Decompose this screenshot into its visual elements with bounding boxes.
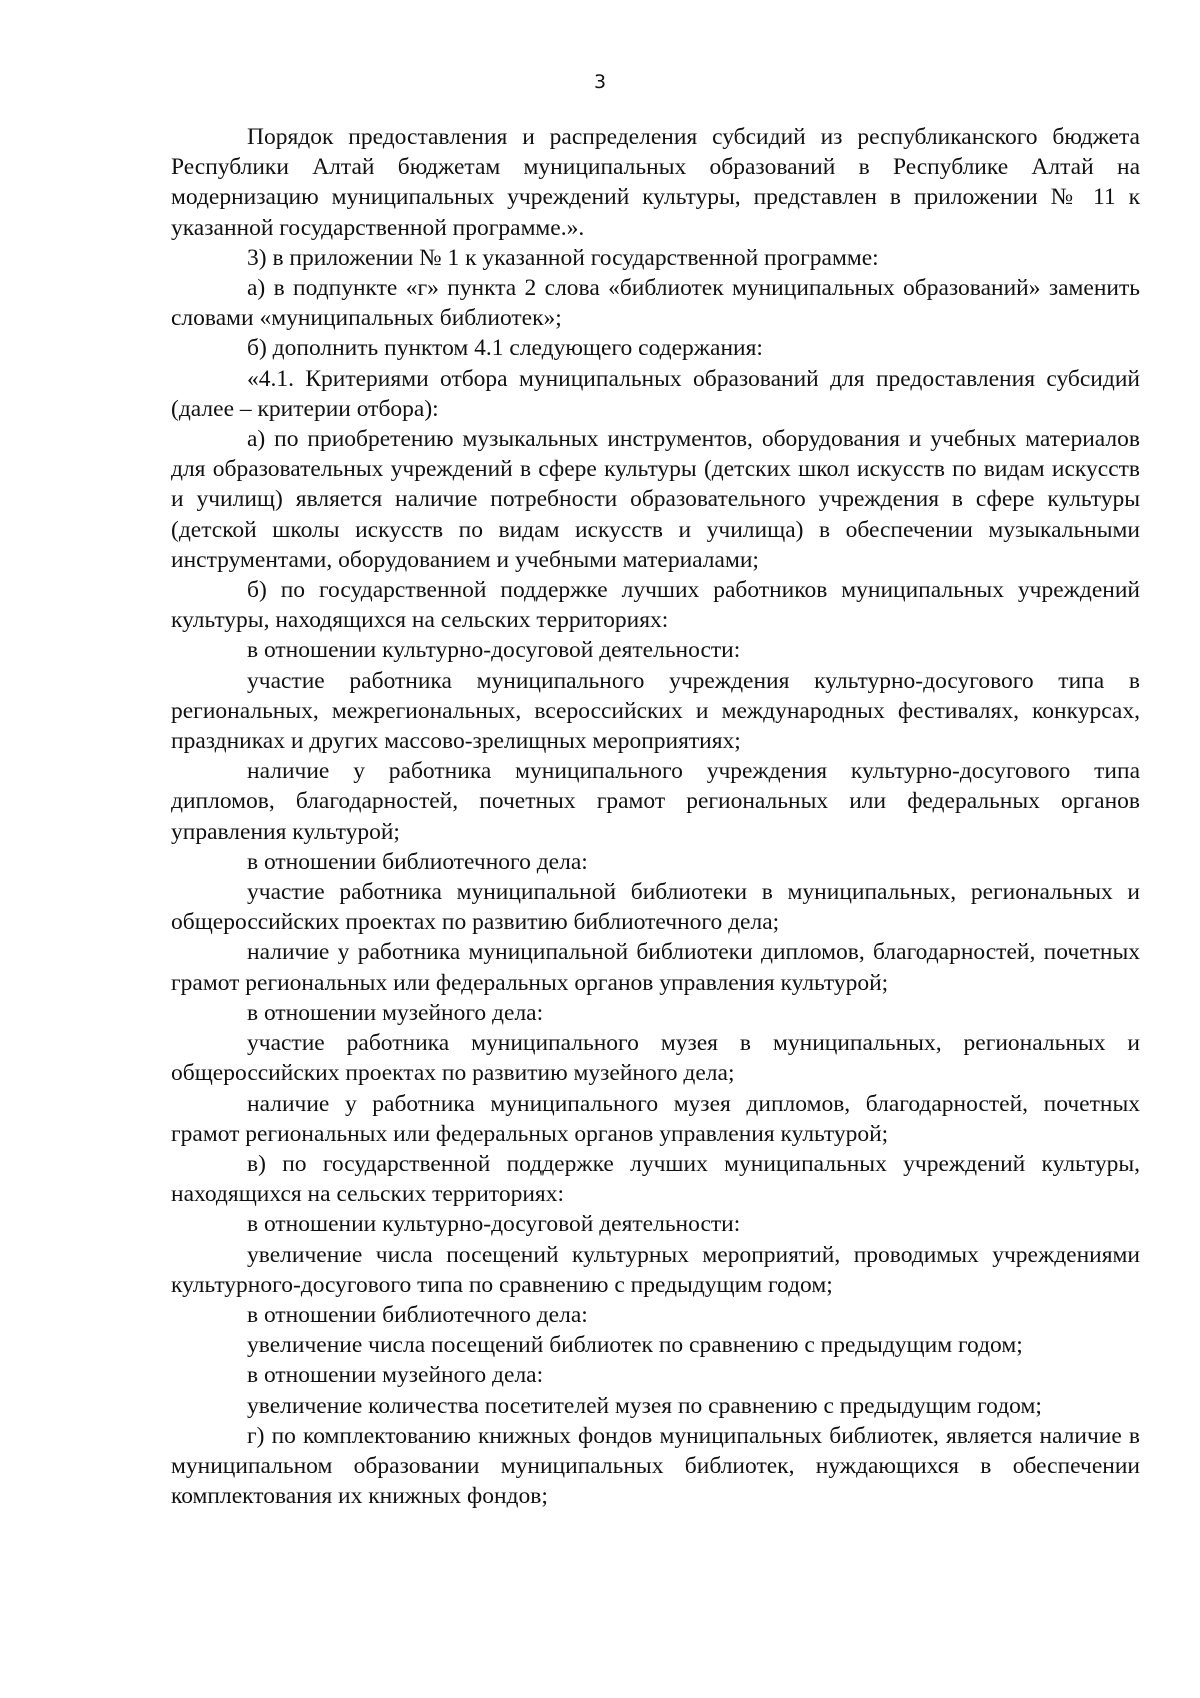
paragraph-museum-participation: участие работника муниципального музея в муниципальных, региональных и общероссийских проектах по развитию музейного дела; — [171, 1030, 1140, 1087]
paragraph-criteria-v: в) по государственной поддержке лучших муниципальных учреждений культуры, находящихся на сельских территориях: — [171, 1150, 1140, 1208]
paragraph-criteria-g: г) по комплектованию книжных фондов муниципальных библиотек, является наличие в муниципальном образовании муниципальных библиотек, нуждающихся в обеспечении комплектования их книжных фондов; — [171, 1422, 1140, 1510]
paragraph-cultural-participation: участие работника муниципального учреждения культурно-досугового типа в региональных, межрегиональных, всероссийских и международных фестивалях, конкурсах, праздниках и других массово-зрелищных мероприятиях; — [171, 667, 1140, 755]
paragraph-v-cultural-heading: в отношении культурно-досуговой деятельности: — [247, 1211, 741, 1238]
page-number: 3 — [593, 71, 607, 93]
paragraph-library-participation: участие работника муниципальной библиотеки в муниципальных, региональных и общероссийских проектах по развитию библиотечного дела; — [171, 879, 1140, 936]
paragraph-v-library-heading: в отношении библиотечного дела: — [247, 1301, 588, 1328]
paragraph-cultural-leisure-heading: в отношении культурно-досуговой деятельности: — [247, 637, 741, 664]
paragraph-library-awards: наличие у работника муниципальной библиотеки дипломов, благодарностей, почетных грамот региональных или федеральных органов управления культурой; — [171, 939, 1140, 996]
paragraph-item-b: б) дополнить пунктом 4.1 следующего содержания: — [247, 335, 763, 362]
paragraph-subsidy-procedure: Порядок предоставления и распределения субсидий из республиканского бюджета Республики Алтай бюджетам муниципальных образований в Республике Алтай на модернизацию муниципальных учреждений культуры, представлен в приложении № 11 к указанной государственной программе.». — [171, 124, 1140, 241]
paragraph-museum-heading: в отношении музейного дела: — [247, 999, 544, 1026]
paragraph-criteria-intro: «4.1. Критериями отбора муниципальных образований для предоставления субсидий (далее – критерии отбора): — [171, 365, 1140, 422]
paragraph-library-heading: в отношении библиотечного дела: — [247, 848, 588, 875]
paragraph-v-museum-visitors: увеличение количества посетителей музея по сравнению с предыдущим годом; — [247, 1392, 1042, 1419]
paragraph-appendix-1: 3) в приложении № 1 к указанной государственной программе: — [247, 244, 879, 271]
document-body — [171, 122, 1140, 1511]
paragraph-v-library-visits: увеличение числа посещений библиотек по сравнению с предыдущим годом; — [247, 1332, 1023, 1359]
paragraph-v-museum-heading: в отношении музейного дела: — [247, 1362, 544, 1389]
paragraph-item-a: а) в подпункте «г» пункта 2 слова «библиотек муниципальных образований» заменить словами «муниципальных библиотек»; — [171, 275, 1140, 332]
paragraph-museum-awards: наличие у работника муниципального музея дипломов, благодарностей, почетных грамот региональных или федеральных органов управления культурой; — [171, 1090, 1140, 1147]
paragraph-criteria-a: а) по приобретению музыкальных инструментов, оборудования и учебных материалов для образовательных учреждений в сфере культуры (детских школ искусств по видам искусств и училищ) является наличие потребности образовательного учреждения в сфере культуры (детской школы искусств по видам искусств и училища) в обеспечении музыкальными инструментами, оборудованием и учебными материалами; — [171, 426, 1140, 573]
paragraph-cultural-awards: наличие у работника муниципального учреждения культурно-досугового типа дипломов, благодарностей, почетных грамот региональных или федеральных органов управления культурой; — [171, 758, 1140, 845]
paragraph-criteria-b: б) по государственной поддержке лучших работников муниципальных учреждений культуры, находящихся на сельских территориях: — [171, 577, 1140, 634]
paragraph-v-cultural-visits: увеличение числа посещений культурных мероприятий, проводимых учреждениями культурного-досугового типа по сравнению с предыдущим годом; — [171, 1241, 1140, 1298]
